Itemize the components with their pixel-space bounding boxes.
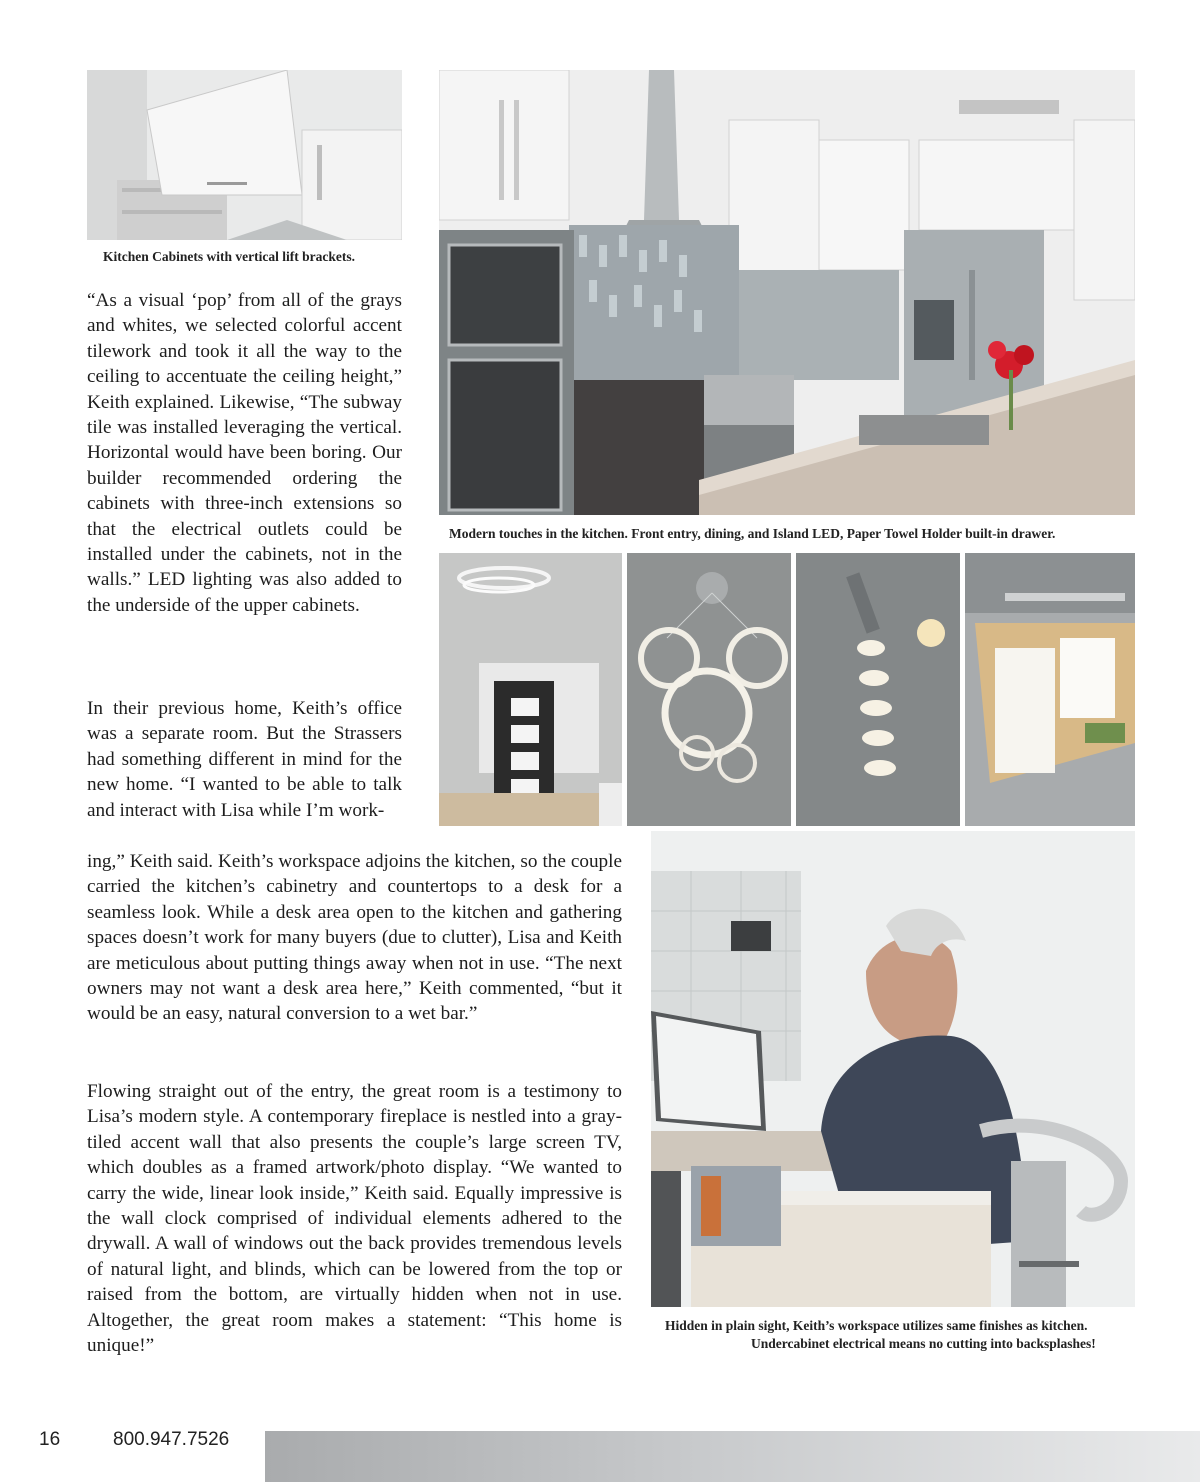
page-number: 16 — [39, 1429, 61, 1450]
paper-towel-drawer-photo — [965, 553, 1135, 826]
front-entry-photo — [439, 553, 622, 826]
workspace-photo — [651, 831, 1135, 1307]
paragraph-3-text: Flowing straight out of the entry, the great room is a testimony to Lisa’s modern style. A contemporary fireplace is nestled into a gray-tiled accent wall that also presents the couple’s large screen TV, which doubles as a framed artwork/photo display. “We wanted to carry the wide, linear look inside,” Keith said. Equally impressive is the wall clock comprised of individual elements adhered to the drywall. A wall of windows out the back provides tremendous levels of natural light, and blinds, which can be lowered from the top or raised from the bottom, are virtually hidden when not in use. Altogether, the great room makes a statement: “This home is unique!” — [87, 1081, 622, 1357]
paragraph-2-text-top: In their previous home, Keith’s office was a separate room. But the Strassers had something different in mind for the new home. “I wanted to be able to talk and interact with Lisa while I’m work- — [87, 698, 402, 821]
island-led-photo — [796, 553, 960, 826]
kitchen-photo — [439, 70, 1135, 515]
footer-bar — [265, 1431, 1200, 1482]
phone-number: 800.947.7526 — [113, 1429, 230, 1450]
dining-pendant-photo — [627, 553, 791, 826]
article-paragraph-2-bottom — [87, 849, 622, 1027]
workspace-caption-line1: Hidden in plain sight, Keith’s workspace utilizes same finishes as kitchen. — [665, 1318, 1088, 1333]
cabinet-lift-photo — [87, 70, 402, 240]
paragraph-1-text: “As a visual ‘pop’ from all of the grays and whites, we selected colorful accent tilework and took it all the way to the ceiling to accentuate the ceiling height,” Keith explained. Likewise, “The subway tile was installed leveraging the vertical. Horizontal would have been boring. Our builder recommended ordering the cabinets with three-inch extensions so that the electrical outlets could be installed under the cabinets, not in the walls.” LED lighting was also added to the underside of the upper cabinets. — [87, 290, 402, 616]
article-paragraph-1 — [87, 288, 402, 618]
article-paragraph-3 — [87, 1079, 622, 1358]
paragraph-2-text-bottom: ing,” Keith said. Keith’s workspace adjoins the kitchen, so the couple carried the kitchen’s cabinetry and countertops to a desk for a seamless look. While a desk area open to the kitchen and gathering spaces doesn’t work for many buyers (due to clutter), Lisa and Keith are meticulous about putting things away when not in use. “The next owners may not want a desk area here,” Keith commented, “but it would be an easy, natural conversion to a wet bar.” — [87, 851, 622, 1025]
cabinet-lift-caption: Kitchen Cabinets with vertical lift brackets. — [103, 249, 355, 264]
workspace-caption-line2: Undercabinet electrical means no cutting into backsplashes! — [751, 1336, 1096, 1351]
kitchen-caption: Modern touches in the kitchen. Front entry, dining, and Island LED, Paper Towel Holder built-in drawer. — [449, 526, 1056, 541]
article-paragraph-2-top — [87, 696, 402, 823]
